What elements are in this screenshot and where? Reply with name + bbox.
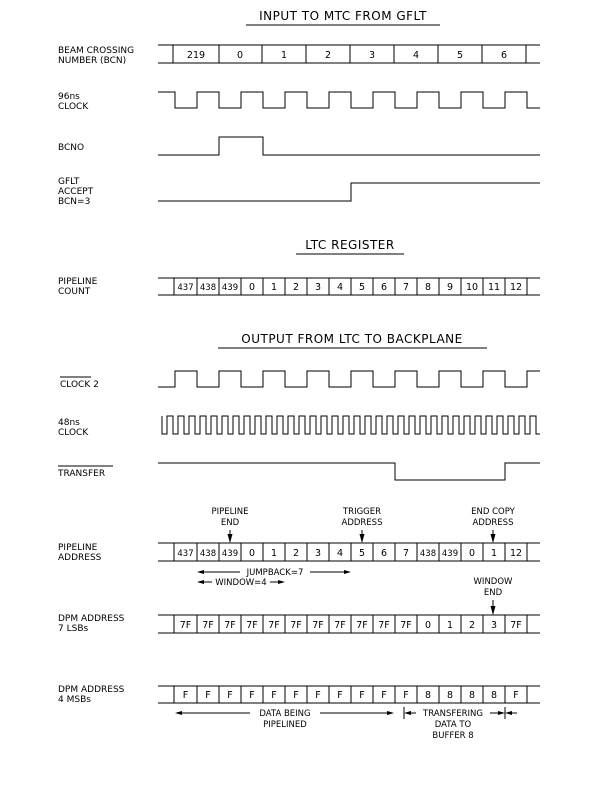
label-pipeline-count: PIPELINE COUNT [58,277,98,297]
pipeline-address-value: 1 [270,548,278,559]
bcn0-waveform [158,137,540,155]
annotation-trigger-address: TRIGGER ADDRESS [341,507,383,528]
pipeline-address-value: 4 [336,548,344,559]
dpm-4msb-value: 8 [446,690,454,701]
dpm-7lsb-value: 7F [400,620,412,631]
clock-48ns-waveform [162,416,540,434]
transfering-arrowhead-right [498,711,505,715]
pipeline-count-value: 437 [177,283,194,293]
pipeline-address-value: 6 [380,548,388,559]
pipeline-count-value: 12 [509,282,523,293]
pipeline-count-value: 9 [446,282,454,293]
pipeline-address-value: 5 [358,548,366,559]
bcn-value: 6 [500,50,508,61]
dpm-7lsb-value: 7F [246,620,258,631]
bcn-value: 0 [236,50,244,61]
pipeline-count-value: 438 [199,283,217,293]
bcn-value: 4 [412,50,420,61]
annotation-pipeline-end: PIPELINE END [211,507,249,528]
pipeline-address-value: 1 [490,548,498,559]
label-bcn: BEAM CROSSING NUMBER (BCN) [58,46,135,66]
pipeline-count-value: 7 [402,282,410,293]
pipeline-count-value: 439 [221,283,239,293]
pipeline-address-value: 437 [177,549,194,559]
dpm-7lsb-value: 7F [268,620,280,631]
dpm-7lsb-value: 7F [312,620,324,631]
transfering-arrowhead-left [404,711,411,715]
title-input-to-mtc: INPUT TO MTC FROM GFLT [259,9,427,23]
dpm-4msb-value: 8 [468,690,476,701]
jumpback-arrowhead-right [344,570,351,574]
dpm-7lsb-value: 7F [224,620,236,631]
bcn-value: 5 [456,50,464,61]
label-bcn0: BCNO [58,143,85,153]
pipeline-address-value: 3 [314,548,322,559]
dpm-7lsb-value: 7F [510,620,522,631]
dpm-7lsb-value: 7F [179,620,192,631]
label-96ns-clock: 96ns CLOCK [58,92,89,112]
dpm-4msb-value: F [293,690,299,701]
transfering-arrowhead-outer [505,711,512,715]
data-pipelined-arrowhead-right [387,711,394,715]
dpm-4msb-value: 8 [490,690,498,701]
dpm-4msb-value: F [381,690,387,701]
label-dpm-7lsb: DPM ADDRESS 7 LSBs [58,614,125,634]
dpm-4msb-value: F [513,690,519,701]
dpm-4msb-value: F [227,690,233,701]
bcn-value: 219 [186,50,206,61]
clock-96ns-waveform [158,92,540,108]
pipeline-count-value: 1 [270,282,278,293]
dpm-4msb-value: 8 [424,690,432,701]
annotation-window-end: WINDOW END [473,577,513,598]
dpm-7lsb-value: 2 [468,620,476,631]
trigger-address-arrowhead [360,534,365,543]
pipeline-count-value: 2 [292,282,300,293]
dpm-4msb-value: F [315,690,321,701]
pipeline-address-value: 439 [441,549,459,559]
dpm-7lsb-value: 7F [290,620,302,631]
transfer-waveform [158,463,540,480]
pipeline-count-value: 0 [248,282,256,293]
dpm-4msb-value: F [271,690,277,701]
annotation-end-copy-address: END COPY ADDRESS [471,507,515,528]
label-transfer: TRANSFER [58,469,106,479]
window-end-arrowhead [491,606,496,615]
pipeline-count-value: 10 [465,282,479,293]
window-arrowhead-right [278,580,285,584]
dpm-7lsb-value: 1 [446,620,454,631]
dpm-4msb-value: F [182,690,189,701]
pipeline-address-value: 438 [419,549,437,559]
pipeline-count-value: 3 [314,282,322,293]
annotation-data-being-pipelined: DATA BEING PIPELINED [259,709,311,730]
pipeline-count-value: 11 [487,282,501,293]
bcn-value: 3 [368,50,376,61]
pipeline-count-value: 5 [358,282,366,293]
dpm-4msb-value: F [359,690,365,701]
clock-2-waveform [158,371,540,387]
jumpback-arrowhead-left [197,570,204,574]
pipeline-address-value: 439 [221,549,239,559]
dpm-4msb-value: F [403,690,409,701]
gflt-accept-waveform [158,183,540,201]
pipeline-address-value: 12 [509,548,523,559]
pipeline-count-bus [158,278,540,295]
pipeline-count-value: 4 [336,282,344,293]
label-clock-2: CLOCK 2 [60,380,99,390]
pipeline-end-arrowhead [228,534,233,543]
label-gflt-accept: GFLT ACCEPT BCN=3 [58,177,94,207]
dpm-7lsb-value: 7F [202,620,214,631]
pipeline-address-value: 0 [468,548,476,559]
dpm-4msb-value: F [205,690,211,701]
annotation-jumpback: JUMPBACK=7 [246,568,304,578]
pipeline-address-value: 0 [248,548,256,559]
pipeline-count-value: 8 [424,282,432,293]
label-48ns-clock: 48ns CLOCK [58,418,89,438]
label-pipeline-address: PIPELINE ADDRESS [58,543,102,563]
pipeline-address-value: 7 [402,548,410,559]
title-output-to-backplane: OUTPUT FROM LTC TO BACKPLANE [241,332,463,346]
dpm-7lsb-value: 7F [378,620,390,631]
dpm-4msb-value: F [337,690,343,701]
dpm-7lsb-value: 3 [490,620,498,631]
bcn-value: 2 [324,50,332,61]
end-copy-address-arrowhead [491,534,496,543]
data-pipelined-arrowhead-left [175,711,182,715]
dpm-4msb-value: F [249,690,255,701]
title-ltc-register: LTC REGISTER [305,238,395,252]
window-arrowhead-left [197,580,204,584]
annotation-transfering-data: TRANSFERING DATA TO BUFFER 8 [423,709,483,741]
dpm-7lsb-value: 7F [356,620,368,631]
annotation-window: WINDOW=4 [215,578,267,588]
dpm-7lsb-value: 7F [334,620,346,631]
bcn-bus [158,45,540,63]
label-dpm-4msb: DPM ADDRESS 4 MSBs [58,685,125,705]
pipeline-address-value: 438 [199,549,217,559]
bcn-value: 1 [280,50,288,61]
dpm-7lsb-bus [158,615,540,633]
pipeline-address-bus [158,543,540,561]
pipeline-count-value: 6 [380,282,388,293]
dpm-7lsb-value: 0 [424,620,432,631]
pipeline-address-value: 2 [292,548,300,559]
dpm-4msb-bus [158,686,540,703]
